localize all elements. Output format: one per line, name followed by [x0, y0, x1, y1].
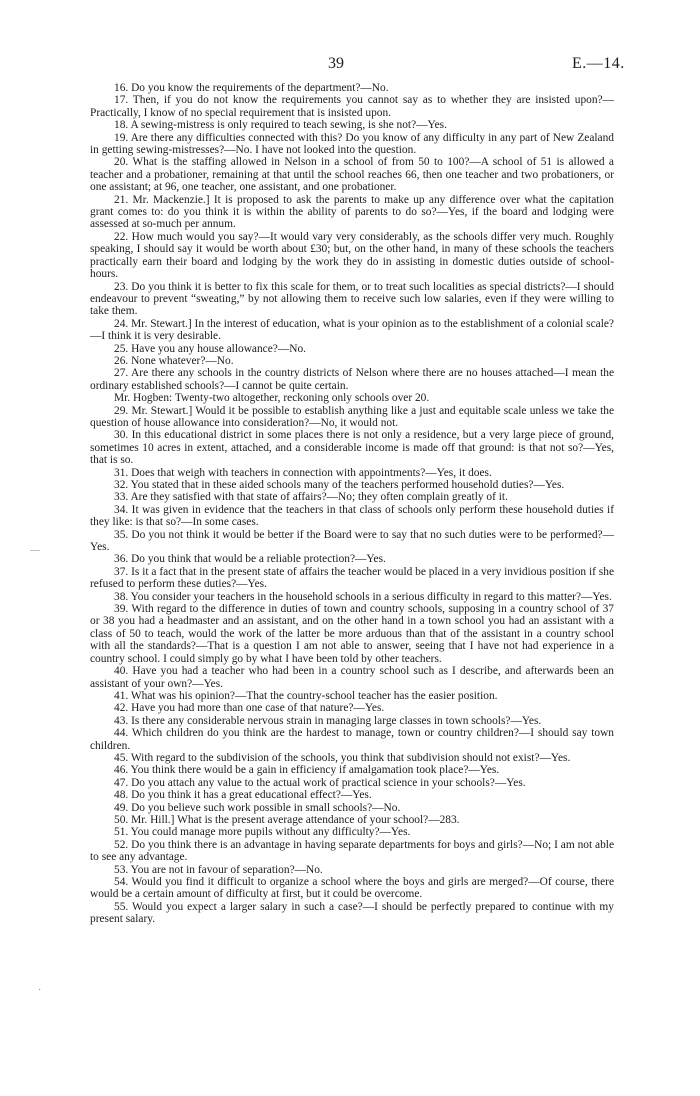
margin-mark: —: [30, 545, 40, 556]
qa-paragraph: 40. Have you had a teacher who had been in a country school such as I describe, and afterwards been an assistant of your own?—Yes.: [90, 665, 614, 690]
qa-paragraph: 50. Mr. Hill.] What is the present average attendance of your school?—283.: [114, 813, 460, 826]
qa-paragraph: 27. Are there any schools in the country districts of Nelson where there are no houses attached—I mean the ordinary established schools?—I cannot be quite certain.: [90, 367, 614, 392]
page-number: 39: [328, 55, 344, 72]
qa-paragraph: 39. With regard to the difference in duties of town and country schools, supposing in a country school of 37 or 38 you had a headmaster and an assistant, and on the other hand in a town school you had an assistant with a class of 50 to teach, would the work of the latter be more arduous than that of the assistant in a country school with all the standards?—That is a question I am not able to answer, seeing that I have not had experience in a country school. I could simply go by what I have been told by other teachers.: [90, 603, 614, 665]
document-reference: E.—14.: [572, 55, 625, 72]
qa-paragraph: 51. You could manage more pupils without any difficulty?—Yes.: [114, 826, 411, 839]
qa-paragraph: 44. Which children do you think are the hardest to manage, town or country children?—I should say town children.: [90, 727, 614, 752]
qa-paragraph: 33. Are they satisfied with that state of affairs?—No; they often complain greatly of it.: [114, 491, 508, 504]
qa-paragraph: 24. Mr. Stewart.] In the interest of education, what is your opinion as to the establishment of a colonial scale?—I think it is very desirable.: [90, 317, 614, 343]
qa-paragraph: 31. Does that weigh with teachers in connection with appointments?—Yes, it does.: [114, 466, 492, 479]
qa-paragraph: 41. What was his opinion?—That the country-school teacher has the easier position.: [114, 689, 498, 702]
qa-paragraph: 46. You think there would be a gain in efficiency if amalgamation took place?—Yes.: [114, 764, 500, 777]
margin-mark: ·: [38, 985, 42, 996]
qa-paragraph: 25. Have you any house allowance?—No.: [114, 342, 306, 355]
qa-paragraph: 45. With regard to the subdivision of the schools, you think that subdivision should not exist?—Yes.: [114, 751, 571, 764]
qa-paragraph: 48. Do you think it has a great educational effect?—Yes.: [114, 789, 372, 802]
page-header: [0, 55, 700, 75]
qa-paragraph: 49. Do you believe such work possible in small schools?—No.: [114, 801, 401, 814]
body-text: [90, 82, 614, 926]
qa-paragraph: 52. Do you think there is an advantage in having separate departments for boys and girls?—No; I am not able to see any advantage.: [90, 838, 614, 864]
qa-paragraph: Mr. Hogben: Twenty-two altogether, reckoning only schools over 20.: [114, 392, 430, 405]
qa-paragraph: 19. Are there any difficulties connected with this? Do you know of any difficulty in any part of New Zealand in getting sewing-mistresses?—No. I have not looked into the question.: [90, 131, 614, 157]
qa-paragraph: 21. Mr. Mackenzie.] It is proposed to ask the parents to make up any difference over what the capitation grant comes to: do you think it is within the ability of parents to do so?—Yes, if the board and lodging were assessed at so-much per annum.: [90, 193, 614, 231]
qa-paragraph: 16. Do you know the requirements of the department?—No.: [114, 82, 389, 94]
qa-paragraph: 29. Mr. Stewart.] Would it be possible to establish anything like a just and equitable scale unless we take the question of house allowance into consideration?—No, it would not.: [90, 404, 614, 429]
qa-paragraph: 34. It was given in evidence that the teachers in that class of schools only perform these household duties if they like: is that so?—In some cases.: [90, 503, 614, 529]
qa-paragraph: 30. In this educational district in some places there is not only a residence, but a very large piece of ground, sometimes 10 acres in extent, attached, and a considerable income is made off that ground: is that not so?—Yes, that is so.: [90, 429, 614, 467]
qa-paragraph: 35. Do you not think it would be better if the Board were to say that no such duties were to be performed?—Yes.: [90, 528, 614, 554]
qa-paragraph: 20. What is the staffing allowed in Nelson in a school of from 50 to 100?—A school of 51 is allowed a teacher and a probationer, remaining at that until the school reaches 66, then one teacher and two probationers, or one assistant; at 96, one teacher, one assistant, and one probationer.: [90, 156, 614, 194]
qa-paragraph: 55. Would you expect a larger salary in such a case?—I should be perfectly prepared to continue with my present salary.: [90, 900, 614, 926]
qa-paragraph: 54. Would you find it difficult to organize a school where the boys and girls are merged?—Of course, there would be a certain amount of difficulty at first, but it could be overcome.: [90, 876, 614, 901]
qa-paragraph: 36. Do you think that would be a reliable protection?—Yes.: [114, 553, 386, 566]
qa-paragraph: 42. Have you had more than one case of that nature?—Yes.: [114, 702, 385, 715]
qa-paragraph: 18. A sewing-mistress is only required to teach sewing, is she not?—Yes.: [114, 119, 447, 132]
qa-paragraph: 53. You are not in favour of separation?—No.: [114, 863, 323, 876]
qa-paragraph: 37. Is it a fact that in the present state of affairs the teacher would be placed in a very invidious position if she refused to perform these duties?—Yes.: [90, 565, 614, 591]
qa-paragraph: 23. Do you think it is better to fix this scale for them, or to treat such localities as special districts?—I should endeavour to prevent “sweating,” by not allowing them to receive such low salaries, even if they were willing to take them.: [90, 280, 614, 318]
qa-paragraph: 17. Then, if you do not know the requirements you cannot say as to whether they are insisted upon?—Practically, I know of no special requirement that is insisted upon.: [90, 94, 614, 119]
qa-paragraph: 43. Is there any considerable nervous strain in managing large classes in town schools?—Yes.: [114, 714, 542, 727]
qa-paragraph: 32. You stated that in these aided schools many of the teachers performed household duties?—Yes.: [114, 479, 565, 491]
qa-paragraph: 26. None whatever?—No.: [114, 354, 234, 367]
qa-paragraph: 38. You consider your teachers in the household schools in a serious difficulty in regard to this matter?—Yes.: [114, 590, 612, 603]
qa-paragraph: 47. Do you attach any value to the actual work of practical science in your schools?—Yes.: [114, 776, 526, 789]
qa-paragraph: 22. How much would you say?—It would vary very considerably, as the schools differ very much. Roughly speaking, I should say it would be worth about £30; but, on the other hand, in many of these schools the teachers practically earn their board and lodging by the work they do in assisting in domestic duties outside of school-hours.: [90, 230, 614, 281]
